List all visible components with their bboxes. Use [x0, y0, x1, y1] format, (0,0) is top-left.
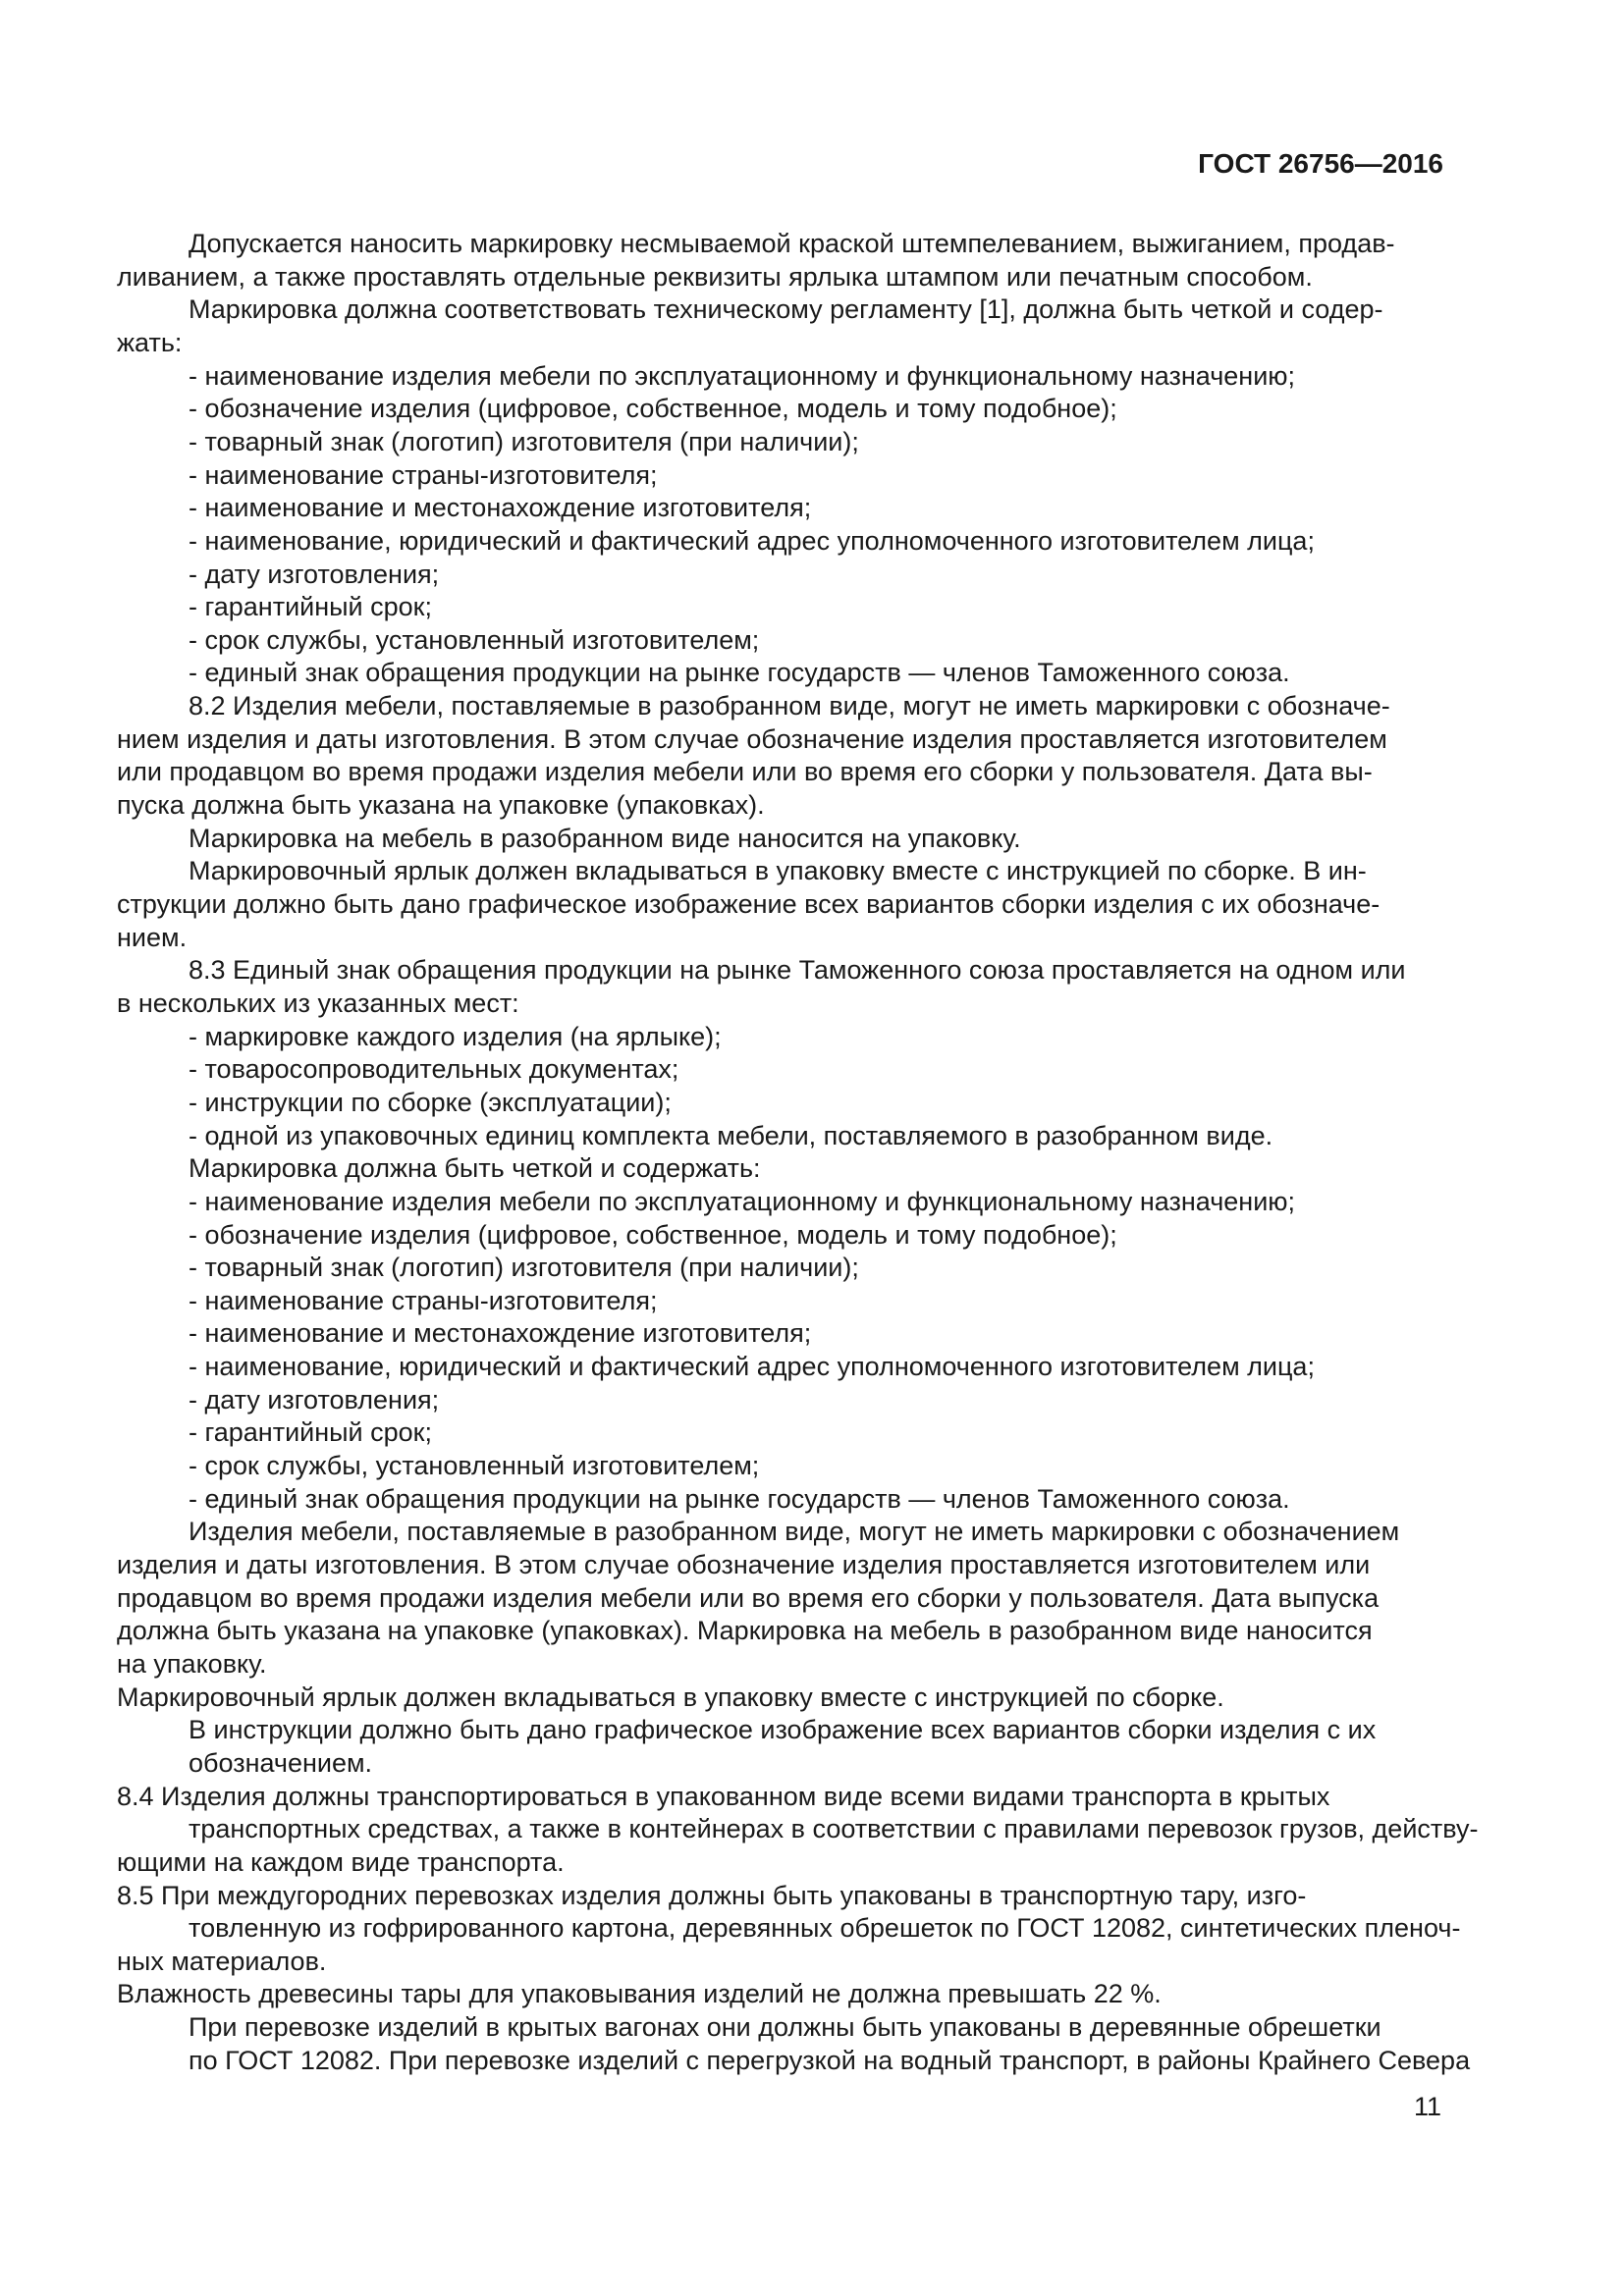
- text-line: - дату изготовления;: [189, 1385, 440, 1415]
- text-line: При перевозке изделий в крытых вагонах они должны быть упакованы в деревянные обрешетки: [189, 2012, 1381, 2042]
- text-line: на упаковку.: [117, 1649, 267, 1679]
- text-line: - наименование, юридический и фактический адрес уполномоченного изготовителем лица;: [189, 526, 1315, 556]
- text-line: в нескольких из указанных мест:: [117, 988, 519, 1018]
- text-line: 8.3 Единый знак обращения продукции на рынке Таможенного союза проставляется на одном или: [189, 955, 1406, 985]
- text-line: струкции должно быть дано графическое изображение всех вариантов сборки изделия с их обозначе-: [117, 889, 1380, 919]
- text-line: - товарный знак (логотип) изготовителя (при наличии);: [189, 1253, 859, 1282]
- text-line: - гарантийный срок;: [189, 1417, 432, 1447]
- text-line: 8.2 Изделия мебели, поставляемые в разобранном виде, могут не иметь маркировки с обозначе-: [189, 691, 1390, 721]
- text-line: - наименование, юридический и фактический адрес уполномоченного изготовителем лица;: [189, 1352, 1315, 1381]
- text-line: пуска должна быть указана на упаковке (упаковках).: [117, 790, 765, 820]
- text-line: - наименование изделия мебели по эксплуатационному и функциональному назначению;: [189, 361, 1296, 391]
- document-header-id: ГОСТ 26756—2016: [1198, 148, 1443, 179]
- text-line: - товарный знак (логотип) изготовителя (при наличии);: [189, 427, 859, 456]
- text-line: Маркировочный ярлык должен вкладываться в упаковку вместе с инструкцией по сборке.: [117, 1682, 1224, 1712]
- text-line: - товаросопроводительных документах;: [189, 1054, 679, 1084]
- text-line: транспортных средствах, а также в контейнерах в соответствии с правилами перевозок грузов, действу-: [189, 1814, 1479, 1843]
- text-line: Маркировка на мебель в разобранном виде наносится на упаковку.: [189, 824, 1021, 853]
- text-line: Допускается наносить маркировку несмываемой краской штемпелеванием, выжиганием, продав-: [189, 229, 1395, 258]
- text-line: Влажность древесины тары для упаковывания изделий не должна превышать 22 %.: [117, 1979, 1162, 2008]
- text-line: продавцом во время продажи изделия мебели или во время его сборки у пользователя. Дата выпуска: [117, 1583, 1380, 1613]
- text-line: - маркировке каждого изделия (на ярлыке);: [189, 1022, 722, 1051]
- text-line: ных материалов.: [117, 1947, 327, 1976]
- text-line: Маркировка должна быть четкой и содержать:: [189, 1153, 761, 1183]
- page-number: 11: [1413, 2092, 1441, 2121]
- text-line: изделия и даты изготовления. В этом случае обозначение изделия проставляется изготовителем или: [117, 1550, 1371, 1579]
- text-line: или продавцом во время продажи изделия мебели или во время его сборки у пользователя. Дата вы-: [117, 757, 1373, 786]
- text-line: - гарантийный срок;: [189, 592, 432, 621]
- text-line: 8.4 Изделия должны транспортироваться в упакованном виде всеми видами транспорта в крытых: [117, 1782, 1330, 1811]
- text-line: товленную из гофрированного картона, деревянных обрешеток по ГОСТ 12082, синтетических пленоч-: [189, 1913, 1461, 1943]
- text-line: должна быть указана на упаковке (упаковках). Маркировка на мебель в разобранном виде наносится: [117, 1616, 1373, 1645]
- text-line: жать:: [117, 328, 183, 357]
- text-line: ющими на каждом виде транспорта.: [117, 1847, 565, 1877]
- text-line: - инструкции по сборке (эксплуатации);: [189, 1088, 672, 1117]
- text-line: - наименование изделия мебели по эксплуатационному и функциональному назначению;: [189, 1187, 1296, 1216]
- text-line: обозначением.: [189, 1748, 373, 1778]
- text-line: - обозначение изделия (цифровое, собственное, модель и тому подобное);: [189, 1220, 1117, 1250]
- text-line: ливанием, а также проставлять отдельные реквизиты ярлыка штампом или печатным способом.: [117, 262, 1313, 292]
- text-line: по ГОСТ 12082. При перевозке изделий с перегрузкой на водный транспорт, в районы Крайнего Севера: [189, 2046, 1471, 2075]
- text-line: - наименование страны-изготовителя;: [189, 460, 658, 490]
- text-line: - наименование страны-изготовителя;: [189, 1286, 658, 1315]
- text-line: нием.: [117, 923, 188, 952]
- text-line: - наименование и местонахождение изготовителя;: [189, 493, 812, 522]
- text-line: Маркировка должна соответствовать техническому регламенту [1], должна быть четкой и содер-: [189, 294, 1383, 324]
- text-line: - дату изготовления;: [189, 560, 440, 589]
- text-line: 8.5 При междугородних перевозках изделия должны быть упакованы в транспортную тару, изго-: [117, 1881, 1307, 1910]
- text-line: - одной из упаковочных единиц комплекта мебели, поставляемого в разобранном виде.: [189, 1121, 1273, 1150]
- text-line: нием изделия и даты изготовления. В этом случае обозначение изделия проставляется изготовителем: [117, 724, 1387, 754]
- text-line: Маркировочный ярлык должен вкладываться в упаковку вместе с инструкцией по сборке. В ин-: [189, 856, 1367, 885]
- text-line: - срок службы, установленный изготовителем;: [189, 625, 760, 655]
- text-line: В инструкции должно быть дано графическое изображение всех вариантов сборки изделия с их: [189, 1715, 1377, 1744]
- text-line: - единый знак обращения продукции на рынке государств — членов Таможенного союза.: [189, 658, 1290, 687]
- text-line: Изделия мебели, поставляемые в разобранном виде, могут не иметь маркировки с обозначением: [189, 1517, 1400, 1546]
- text-line: - срок службы, установленный изготовителем;: [189, 1451, 760, 1480]
- text-line: - наименование и местонахождение изготовителя;: [189, 1318, 812, 1348]
- text-line: - единый знак обращения продукции на рынке государств — членов Таможенного союза.: [189, 1484, 1290, 1514]
- text-line: - обозначение изделия (цифровое, собственное, модель и тому подобное);: [189, 394, 1117, 423]
